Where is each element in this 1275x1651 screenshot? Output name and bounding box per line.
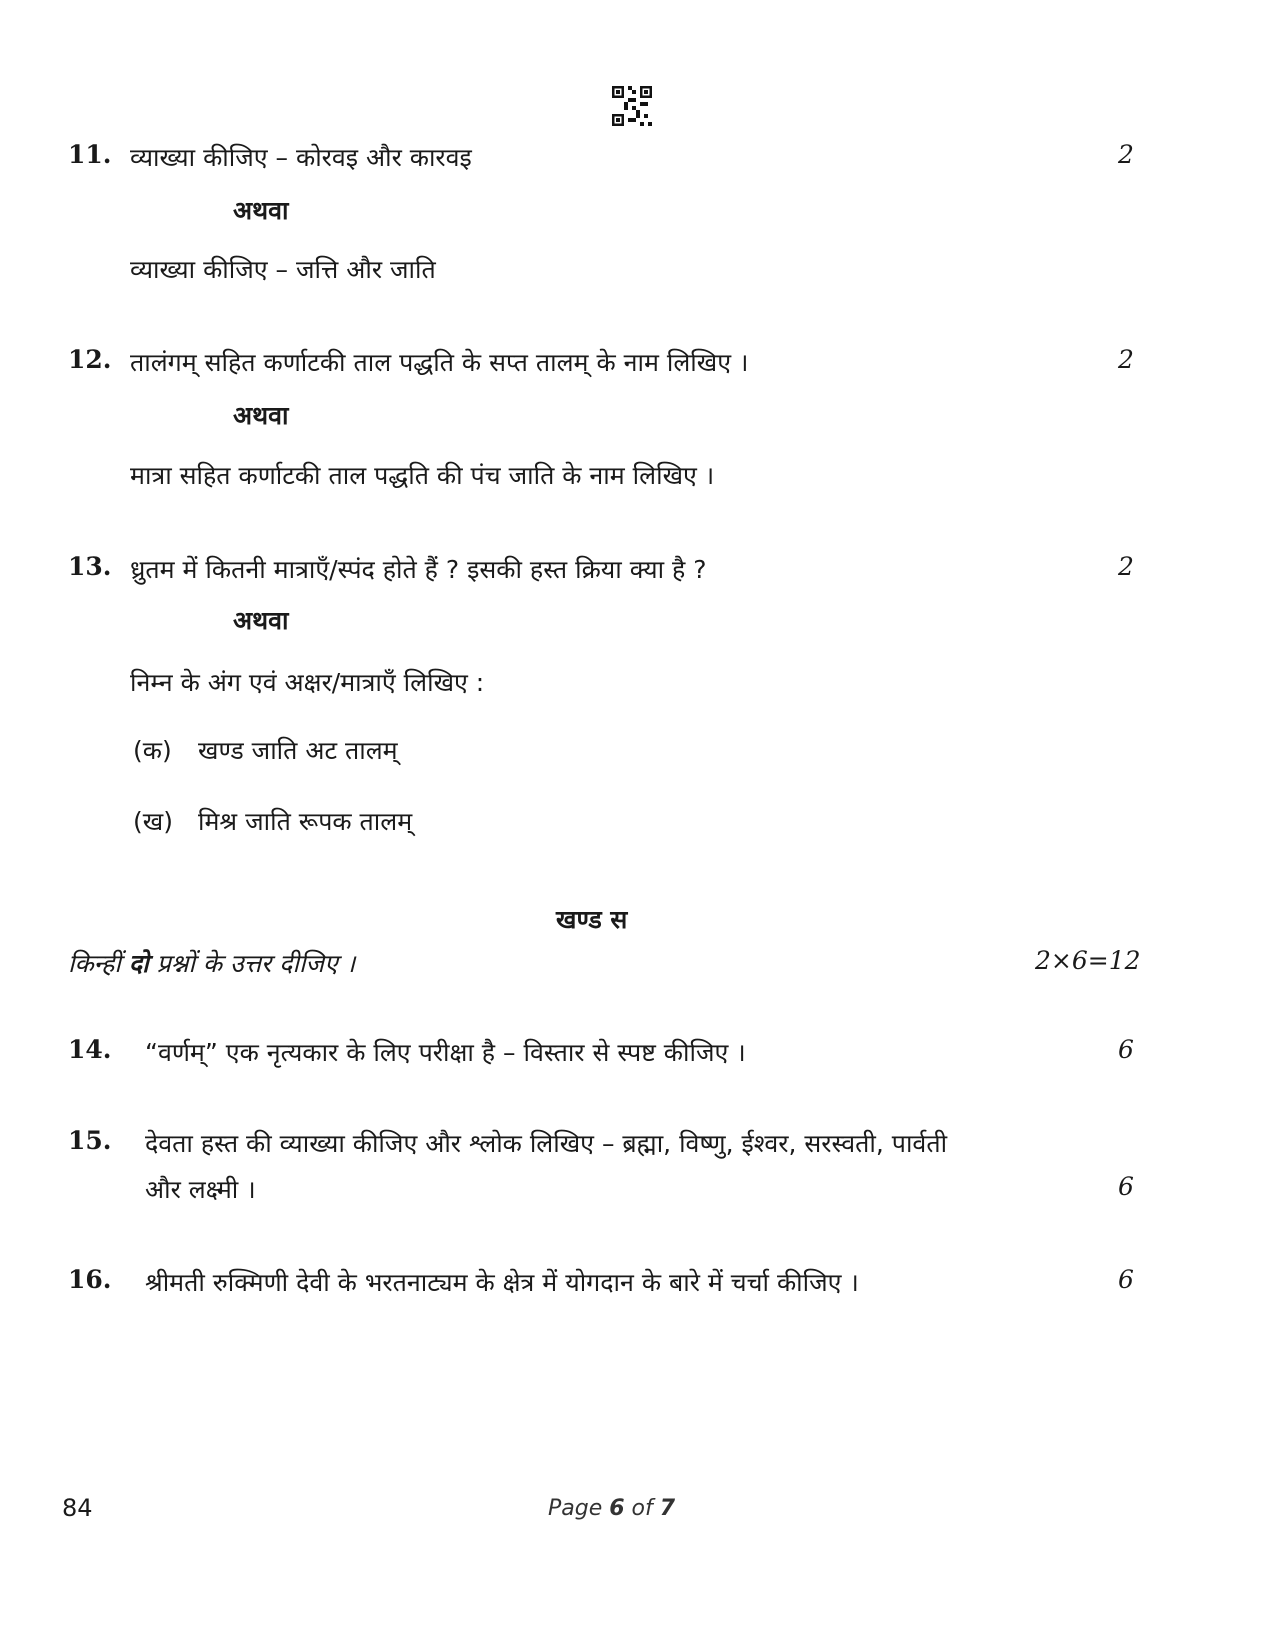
question-text: व्याख्या कीजिए – कोरवइ और कारवइ	[130, 143, 472, 172]
section-instruction	[68, 946, 355, 980]
instruction-emphasis: दो	[128, 949, 149, 978]
page-label: of	[624, 1496, 660, 1521]
alternative-question-text: निम्न के अंग एवं अक्षर/मात्राएँ लिखिए :	[130, 668, 485, 697]
question-number: 14.	[68, 1035, 112, 1064]
instruction-text: किन्हीं	[68, 949, 129, 978]
question-text: “वर्णम्” एक नृत्यकार के लिए परीक्षा है – विस्तार से स्पष्ट कीजिए ।	[145, 1038, 746, 1067]
question-text-continued: और लक्ष्मी ।	[145, 1175, 256, 1204]
sub-item-text: खण्ड जाति अट तालम्	[198, 736, 398, 765]
alternative-question-text: मात्रा सहित कर्णाटकी ताल पद्धति की पंच जाति के नाम लिखिए ।	[130, 461, 715, 490]
question-text: ध्रुतम में कितनी मात्राएँ/स्पंद होते हैं ? इसकी हस्त क्रिया क्या है ?	[130, 555, 707, 584]
section-title: खण्ड स	[556, 905, 628, 934]
marks: 6	[1118, 1172, 1134, 1201]
question-number: 15.	[68, 1126, 112, 1155]
marks: 6	[1118, 1035, 1134, 1064]
question-text: तालंगम् सहित कर्णाटकी ताल पद्धति के सप्त तालम् के नाम लिखिए ।	[130, 348, 749, 377]
sub-item-label: (क)	[133, 736, 172, 765]
qr-code-icon	[612, 86, 652, 126]
question-number: 16.	[68, 1265, 112, 1294]
question-number: 11.	[68, 140, 112, 169]
page-total: 7	[659, 1496, 676, 1521]
paper-code: 84	[62, 1494, 93, 1522]
sub-item-text: मिश्र जाति रूपक तालम्	[198, 807, 413, 836]
page-label: Page	[548, 1496, 610, 1521]
question-number: 13.	[68, 552, 112, 581]
marks: 2	[1118, 552, 1134, 581]
section-marks: 2×6=12	[1035, 946, 1141, 975]
question-text: श्रीमती रुक्मिणी देवी के भरतनाट्यम के क्षेत्र में योगदान के बारे में चर्चा कीजिए ।	[145, 1268, 859, 1297]
sub-item-label: (ख)	[133, 807, 173, 836]
page-indicator	[548, 1496, 675, 1521]
question-number: 12.	[68, 345, 112, 374]
instruction-text: प्रश्नों के उत्तर दीजिए ।	[148, 949, 356, 978]
marks: 6	[1118, 1265, 1134, 1294]
question-text: देवता हस्त की व्याख्या कीजिए और श्लोक लिखिए – ब्रह्मा, विष्णु, ईश्वर, सरस्वती, पार्वती	[145, 1129, 948, 1158]
marks: 2	[1118, 345, 1134, 374]
page-number: 6	[609, 1496, 625, 1521]
alternative-question-text: व्याख्या कीजिए – जत्ति और जाति	[130, 255, 436, 284]
marks: 2	[1118, 140, 1134, 169]
or-label: अथवा	[233, 606, 289, 635]
or-label: अथवा	[233, 401, 289, 430]
or-label: अथवा	[233, 196, 289, 225]
